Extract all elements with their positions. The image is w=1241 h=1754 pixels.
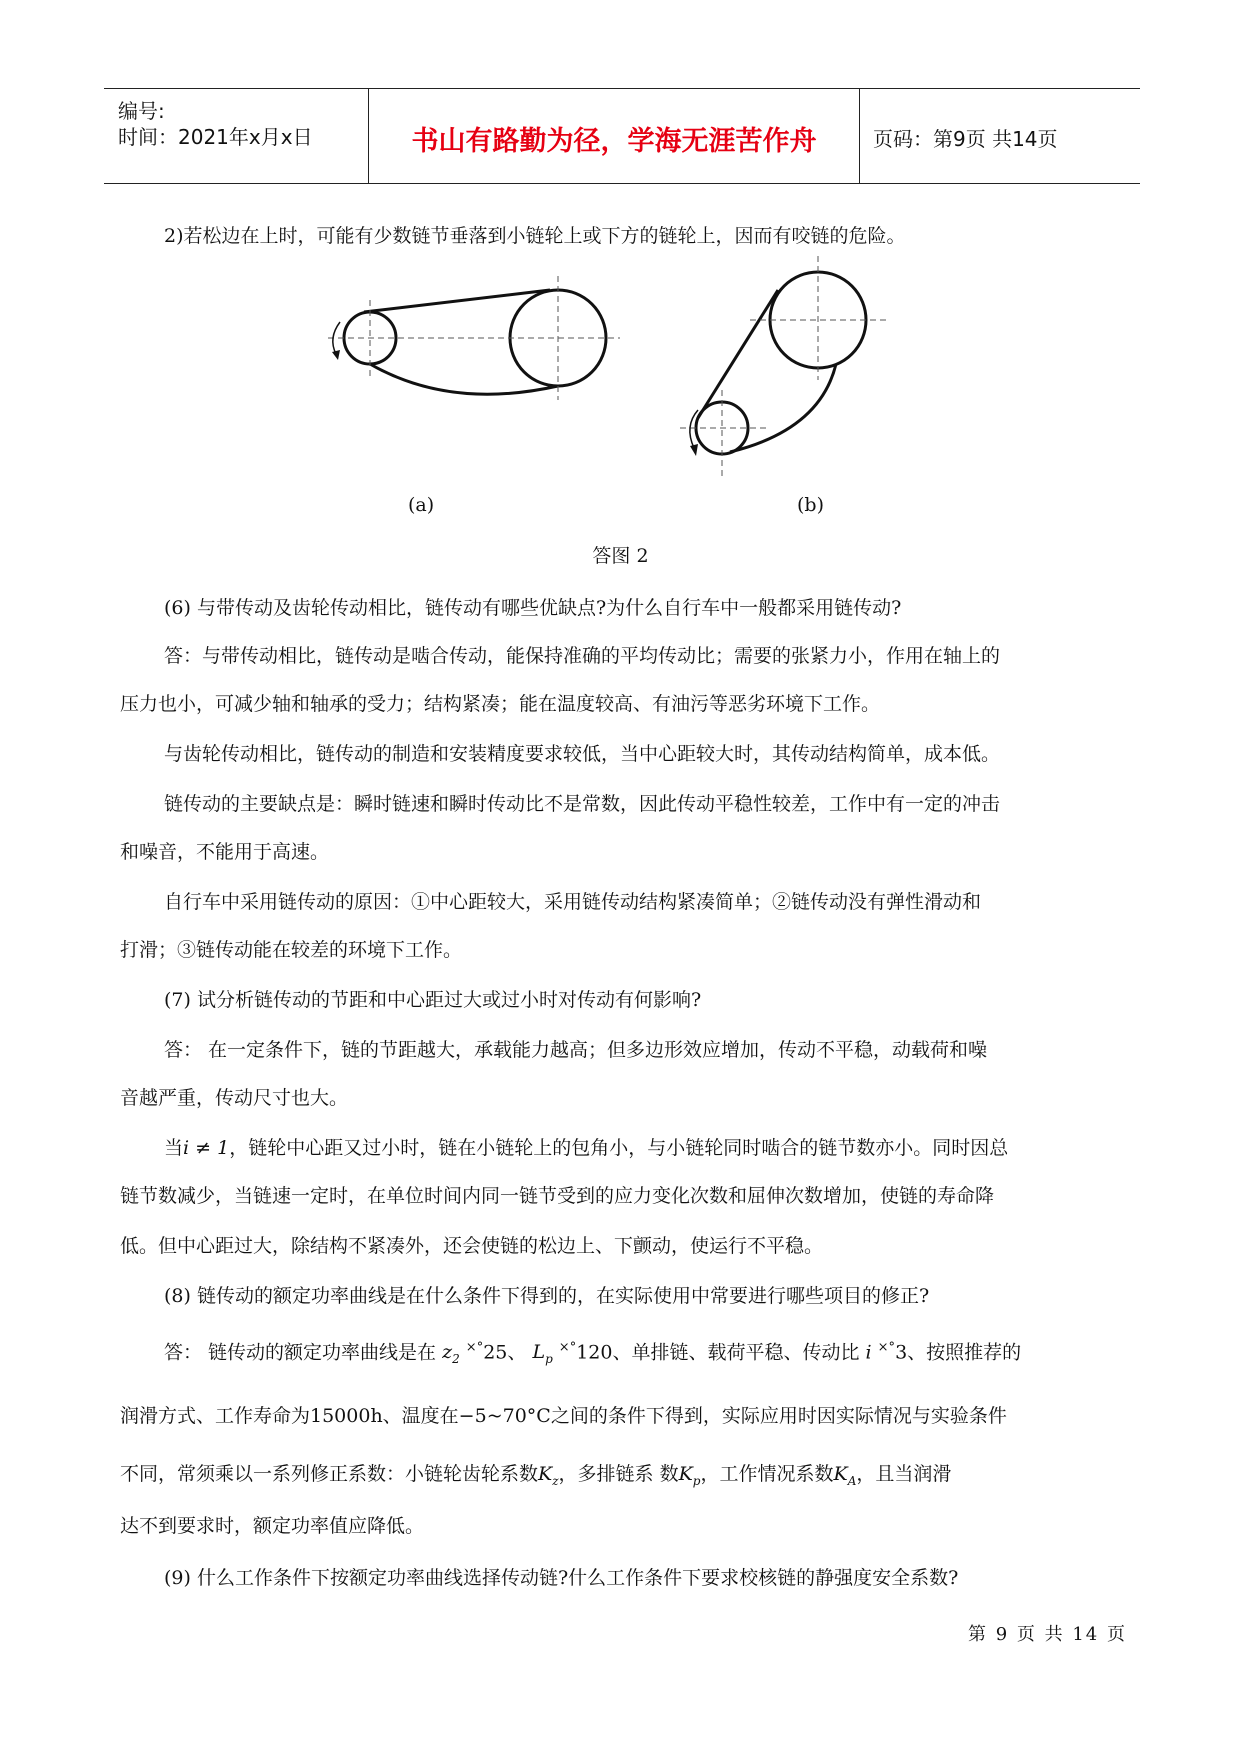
lp-symbol: $L_p$	[532, 1341, 553, 1367]
answer-6-line-2: 压力也小，可减少轴和轴承的受力；结构紧凑；能在温度较高、有油污等恶劣环境下工作。	[120, 693, 881, 715]
answer-6-line-3: 与齿轮传动相比，链传动的制造和安装精度要求较低，当中心距较大时，其传动结构简单，成本低。	[164, 743, 1001, 765]
answer-7-line-5: 低。但中心距过大，除结构不紧凑外，还会使链的松边上、下颤动，使运行不平稳。	[120, 1235, 824, 1257]
figure-a-diagram	[300, 270, 640, 440]
figure-caption: 答图 2	[592, 545, 649, 567]
answer-6-line-7: 打滑；③链传动能在较差的环境下工作。	[120, 939, 463, 961]
kz-symbol: $K_z$	[538, 1463, 559, 1488]
answer-8-line-3-d: ，且当润滑	[856, 1463, 952, 1485]
chain-left-b	[698, 290, 778, 418]
answer-8-line-3-b: ，多排链系 数	[558, 1463, 679, 1485]
header-right-cell	[859, 89, 1140, 183]
answer-8-line-4: 达不到要求时，额定功率值应降低。	[120, 1515, 425, 1537]
answer-8-z2-value: 25、	[483, 1341, 527, 1364]
document-time-label: 时间：2021年x月x日	[118, 125, 313, 149]
header-middle-cell	[368, 89, 860, 183]
question-6: (6) 与带传动及齿轮传动相比，链传动有哪些优缺点?为什么自行车中一般都采用链传动?	[164, 597, 902, 619]
answer-8-line-3-c: ，工作情况系数	[700, 1463, 834, 1485]
document-number-label: 编号:	[118, 99, 165, 123]
answer-7-line-3	[164, 1134, 1008, 1162]
answer-7-line-3-text: ，链轮中心距又过小时，链在小链轮上的包角小，与小链轮同时啮合的链节数亦小。同时因总	[229, 1137, 1009, 1159]
header-page-code: 页码：第9页 共14页	[873, 127, 1058, 151]
figure-a-label: (a)	[408, 494, 435, 516]
answer-7-line-1: 答： 在一定条件下，链的节距越大，承载能力越高；但多边形效应增加，传动不平稳，动载荷和噪	[164, 1039, 988, 1061]
chain-top-a	[364, 290, 550, 312]
header-left-cell	[104, 89, 368, 183]
i-symbol: i	[865, 1341, 872, 1364]
figure-b-diagram	[670, 250, 910, 480]
approx-mark-2: ×°	[558, 1340, 577, 1355]
answer-8-lp-value: 120、单排链、载荷平稳、传动比	[576, 1341, 860, 1364]
page-footer: 第 9 页 共 14 页	[968, 1624, 1127, 1645]
chain-bottom-a	[370, 364, 558, 394]
answer-8-intro: 答： 链传动的额定功率曲线是在	[164, 1341, 437, 1364]
kp-symbol: $K_p$	[678, 1463, 701, 1488]
approx-mark-1: ×°	[465, 1340, 484, 1355]
answer-8-line-1	[164, 1334, 1021, 1373]
answer-8-line-2: 润滑方式、工作寿命为15000h、温度在−5~70°C之间的条件下得到，实际应用时因实际情况与实验条件	[120, 1405, 1007, 1427]
answer-6-line-1: 答：与带传动相比，链传动是啮合传动，能保持准确的平均传动比；需要的张紧力小，作用在轴上的	[164, 645, 1001, 667]
question-9: (9) 什么工作条件下按额定功率曲线选择传动链?什么工作条件下要求校核链的静强度安全系数?	[164, 1567, 959, 1589]
page-header	[104, 88, 1140, 184]
answer-8-line-3-a: 不同，常须乘以一系列修正系数：小链轮齿轮系数	[120, 1463, 539, 1485]
question-8: (8) 链传动的额定功率曲线是在什么条件下得到的，在实际使用中常要进行哪些项目的修正?	[164, 1285, 930, 1307]
question-7: (7) 试分析链传动的节距和中心距过大或过小时对传动有何影响?	[164, 989, 702, 1011]
answer-7-line-3-prefix: 当	[164, 1137, 184, 1159]
ratio-condition-math: i ≠ 1	[183, 1137, 230, 1159]
answer-6-line-6: 自行车中采用链传动的原因：①中心距较大，采用链传动结构紧凑简单；②链传动没有弹性滑动和	[164, 891, 982, 913]
answer-8-line-3	[120, 1460, 951, 1495]
answer-8-i-value: 3、按照推荐的	[895, 1341, 1022, 1364]
paragraph-loose-side: 2)若松边在上时，可能有少数链节垂落到小链轮上或下方的链轮上，因而有咬链的危险。	[164, 225, 906, 247]
header-motto: 书山有路勤为径，学海无涯苦作舟	[411, 126, 817, 157]
z2-symbol: $z_2$	[442, 1341, 460, 1367]
approx-mark-3: ×°	[877, 1340, 896, 1355]
answer-6-line-5: 和噪音，不能用于高速。	[120, 841, 330, 863]
answer-7-line-4: 链节数减少，当链速一定时，在单位时间内同一链节受到的应力变化次数和屈伸次数增加，使链的寿命降	[120, 1185, 995, 1207]
figure-b-label: (b)	[797, 494, 824, 516]
answer-7-line-2: 音越严重，传动尺寸也大。	[120, 1087, 349, 1109]
answer-6-line-4: 链传动的主要缺点是：瞬时链速和瞬时传动比不是常数，因此传动平稳性较差，工作中有一定的冲击	[164, 793, 1001, 815]
ka-symbol: $K_A$	[833, 1463, 857, 1488]
